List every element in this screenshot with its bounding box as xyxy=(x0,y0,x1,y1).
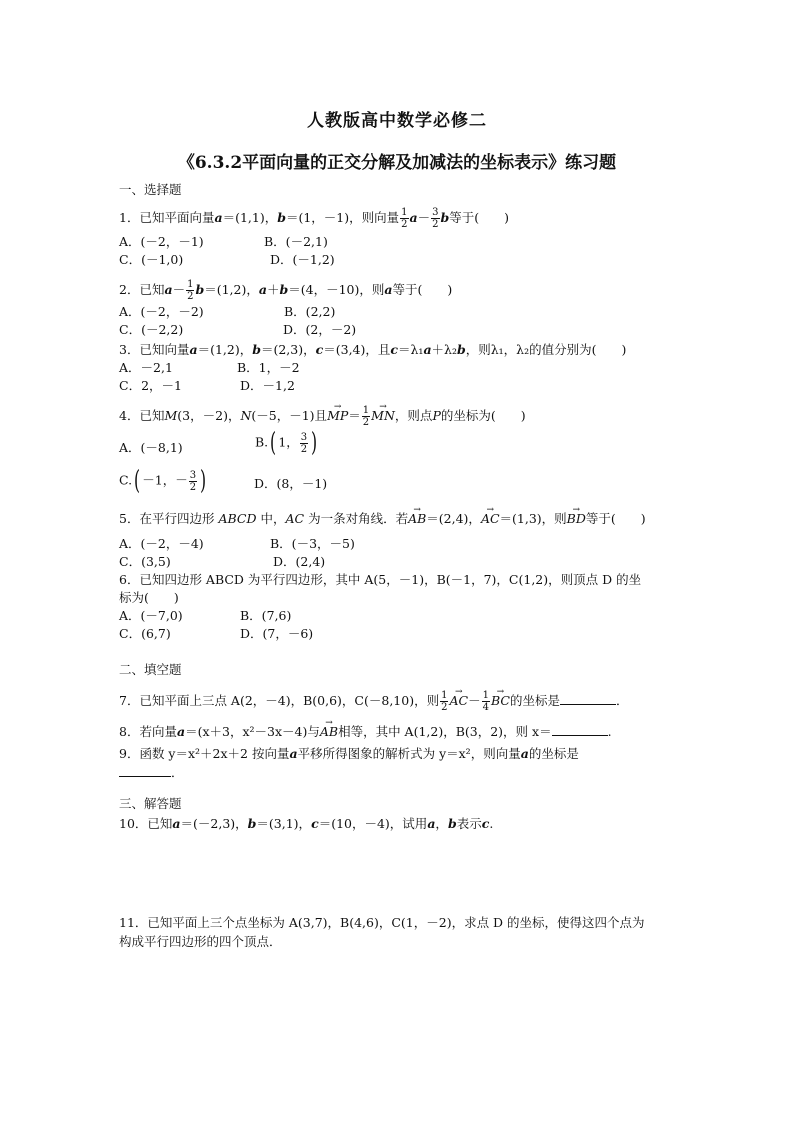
vector-ab: → AB xyxy=(320,724,338,740)
question-number: 6． xyxy=(119,572,140,587)
punctuation: . xyxy=(489,816,494,831)
numerator: 3 xyxy=(300,431,308,443)
denominator: 2 xyxy=(300,443,308,455)
question-number: 2． xyxy=(119,282,140,297)
vector-b: b xyxy=(456,342,466,357)
question-text: 已知平面上三点 A(2，－4)，B(0,6)，C(－8,10)，则 xyxy=(139,693,440,708)
denominator: 2 xyxy=(189,481,197,493)
vector-a: a xyxy=(164,282,173,297)
question-6-continued: 标为( ) xyxy=(119,590,179,605)
option-b[interactable] xyxy=(255,430,319,456)
denominator: 2 xyxy=(441,702,448,713)
option-d[interactable]: D．(2,4) xyxy=(273,554,326,569)
option-c[interactable]: C．(3,5) xyxy=(119,554,171,569)
question-9-continued xyxy=(119,764,184,781)
question-text: ＝(3,4)，且 xyxy=(323,342,391,357)
question-number: 7． xyxy=(119,693,140,708)
vector-a: a xyxy=(384,282,393,297)
question-text: 相等，其中 A(1,2)，B(3，2)，则 x＝ xyxy=(338,724,552,739)
vector-a: a xyxy=(423,342,432,357)
right-paren: ) xyxy=(200,466,207,496)
question-11-continued: 构成平行四边形的四个顶点． xyxy=(119,934,282,949)
numerator: 1 xyxy=(187,279,194,290)
left-paren: ( xyxy=(134,466,141,496)
question-text: ＝(3,1)， xyxy=(256,816,312,831)
section-heading-choice: 一、选择题 xyxy=(119,182,182,197)
numerator: 1 xyxy=(401,207,408,218)
answer-blank[interactable] xyxy=(552,723,608,736)
fraction-half xyxy=(440,690,448,713)
numerator: 1 xyxy=(482,690,489,701)
point-n: N xyxy=(240,408,252,423)
question-text: 已知向量 xyxy=(139,342,190,357)
question-text: 表示 xyxy=(456,816,482,831)
question-2 xyxy=(119,279,452,302)
option-a[interactable]: A．(－2，－2) xyxy=(119,304,204,319)
denominator: 2 xyxy=(432,219,439,230)
vector-a: a xyxy=(409,210,418,225)
option-d[interactable]: D．(－1,2) xyxy=(270,252,335,267)
denominator: 4 xyxy=(482,702,489,713)
fraction-three-halves xyxy=(189,470,197,493)
section-heading-fill: 二、填空题 xyxy=(119,662,182,677)
question-text: 已知四边形 ABCD 为平行四边形，其中 A(5，－1)，B(－1，7)，C(1,2)，则顶点 D 的坐 xyxy=(139,572,642,587)
vector-b: b xyxy=(277,210,286,225)
question-3 xyxy=(119,342,626,358)
option-d[interactable]: D．－1,2 xyxy=(240,378,295,393)
option-c[interactable] xyxy=(119,468,208,494)
vector-a: a xyxy=(289,746,298,761)
right-paren: ) xyxy=(311,428,318,458)
punctuation: ． xyxy=(615,693,629,708)
segment-ac: AC xyxy=(285,511,305,526)
option-b[interactable]: B．(2,2) xyxy=(284,304,336,319)
question-number: 5． xyxy=(119,511,140,526)
minus-sign: － xyxy=(468,693,481,708)
question-number: 10． xyxy=(119,816,148,831)
vector-mp: → MP xyxy=(327,408,348,424)
fraction-three-halves xyxy=(431,207,439,230)
question-text: 已知 xyxy=(139,282,165,297)
question-text: ＝(4，－10)，则 xyxy=(288,282,385,297)
question-text: ＝λ₁ xyxy=(398,342,424,357)
question-text: ＝(1，－1)，则向量 xyxy=(285,210,400,225)
option-a[interactable]: A．(－8,1) xyxy=(119,440,183,455)
question-text: (－5，－1)且 xyxy=(251,408,328,423)
denominator: 2 xyxy=(362,417,370,428)
question-text: 的坐标是 xyxy=(509,693,560,708)
question-text: ， xyxy=(435,816,448,831)
equals-sign: ＝ xyxy=(348,408,361,423)
question-text: ＝(1,1)， xyxy=(222,210,278,225)
denominator: 2 xyxy=(401,219,408,230)
question-text: ＝(2,3)， xyxy=(260,342,316,357)
vector-b: b xyxy=(279,282,289,297)
option-label: C. xyxy=(119,472,133,488)
question-text: 在平行四边形 xyxy=(139,511,215,526)
question-text: 中， xyxy=(260,511,286,526)
vector-b: b xyxy=(252,342,261,357)
option-b[interactable]: B．(－3，－5) xyxy=(270,536,355,551)
question-number: 4． xyxy=(119,408,140,423)
option-c[interactable]: C．(－1,0) xyxy=(119,252,184,267)
question-text: 为一条对角线．若 xyxy=(308,511,409,526)
question-text: 若向量 xyxy=(139,724,177,739)
question-1 xyxy=(119,207,509,230)
fraction-three-halves xyxy=(300,432,308,455)
question-text: ＋λ₂ xyxy=(431,342,457,357)
question-9 xyxy=(119,746,579,762)
point-m: M xyxy=(164,408,178,423)
answer-blank[interactable] xyxy=(560,692,616,705)
option-b[interactable]: B．(7,6) xyxy=(240,608,292,623)
question-text: ＝(10，－4)，试用 xyxy=(318,816,428,831)
option-d[interactable]: D．(8，－1) xyxy=(254,476,328,491)
option-a[interactable]: A．－2,1 xyxy=(119,360,173,375)
question-text: (3，－2)， xyxy=(177,408,241,423)
vector-a: a xyxy=(189,342,198,357)
vector-a: a xyxy=(520,746,529,761)
question-text: 已知平面上三个点坐标为 A(3,7)，B(4,6)，C(1，－2)，求点 D 的坐标，使得这四个点为 xyxy=(147,915,645,930)
option-a[interactable]: A．(－2，－4) xyxy=(119,536,204,551)
minus-sign: － xyxy=(172,282,186,297)
option-a[interactable]: A．(－7,0) xyxy=(119,608,183,623)
question-text: ＝(－2,3)， xyxy=(180,816,248,831)
question-text: ，则λ₁，λ₂的值分别为( ) xyxy=(465,342,627,357)
answer-blank[interactable] xyxy=(119,764,171,777)
question-number: 8． xyxy=(119,724,140,739)
vector-bd: → BD xyxy=(567,511,586,527)
vector-b: b xyxy=(195,282,205,297)
question-11 xyxy=(119,915,645,931)
option-d[interactable]: D．(7，－6) xyxy=(240,626,314,641)
fraction-half xyxy=(362,405,370,428)
vector-c: c xyxy=(315,342,324,357)
question-text: 已知 xyxy=(147,816,173,831)
vector-a: a xyxy=(258,282,267,297)
option-c[interactable]: C．(－2,2) xyxy=(119,322,184,337)
vector-c: c xyxy=(481,816,490,831)
numerator: 1 xyxy=(362,405,370,416)
option-label: B. xyxy=(255,434,269,450)
question-text: 的坐标为( ) xyxy=(440,408,526,423)
vector-a: a xyxy=(172,816,181,831)
vector-bc: → BC xyxy=(491,693,510,709)
numerator: 1 xyxy=(441,690,448,701)
section-heading-solve: 三、解答题 xyxy=(119,796,182,811)
option-d[interactable]: D．(2，－2) xyxy=(283,322,357,337)
vector-b: b xyxy=(440,210,450,225)
numerator: 3 xyxy=(432,207,439,218)
question-6 xyxy=(119,572,641,588)
option-b[interactable]: B．1，－2 xyxy=(237,360,300,375)
punctuation: . xyxy=(607,724,612,739)
option-c[interactable]: C．2，－1 xyxy=(119,378,182,393)
vector-c: c xyxy=(390,342,398,357)
plus-sign: ＋ xyxy=(266,282,280,297)
left-paren: ( xyxy=(270,428,277,458)
vector-ac: → AC xyxy=(481,511,500,527)
vector-a: a xyxy=(214,210,223,225)
vector-a: a xyxy=(427,816,436,831)
question-5 xyxy=(119,511,646,527)
question-8 xyxy=(119,723,612,740)
question-text: 已知平面向量 xyxy=(139,210,215,225)
question-text: 等于( ) xyxy=(392,282,453,297)
option-text: －1，－ xyxy=(142,472,188,488)
point-p: P xyxy=(432,408,441,423)
vector-c: c xyxy=(311,816,319,831)
question-text: 平移所得图象的解析式为 y＝x²，则向量 xyxy=(297,746,521,761)
vector-b: b xyxy=(247,816,257,831)
question-text: ＝(x＋3，x²－3x－4)与 xyxy=(185,724,320,739)
question-number: 3． xyxy=(119,342,140,357)
question-text: 等于( ) xyxy=(449,210,510,225)
question-10 xyxy=(119,816,493,832)
document-title: 人教版高中数学必修二 xyxy=(307,111,487,131)
numerator: 3 xyxy=(189,469,197,481)
question-text: ，则点 xyxy=(394,408,433,423)
question-number: 1． xyxy=(119,210,140,225)
denominator: 2 xyxy=(187,291,194,302)
question-text: ＝(1,3)，则 xyxy=(499,511,567,526)
question-text: 等于( ) xyxy=(585,511,646,526)
fraction-half xyxy=(186,279,194,302)
option-a[interactable]: A．(－2，－1) xyxy=(119,234,204,249)
fraction-quarter xyxy=(482,690,490,713)
question-text: 已知 xyxy=(139,408,165,423)
fraction-half xyxy=(400,207,408,230)
question-text: ＝(1,2)， xyxy=(204,282,259,297)
minus-sign: － xyxy=(417,210,431,225)
question-4 xyxy=(119,405,526,428)
vector-ac: → AC xyxy=(449,693,468,709)
question-7 xyxy=(119,690,628,713)
question-text: ＝(1,2)， xyxy=(197,342,253,357)
vector-a: a xyxy=(176,724,186,739)
question-text: ＝(2,4)， xyxy=(426,511,481,526)
vector-ab: → AB xyxy=(408,511,426,527)
question-text: 函数 y＝x²＋2x＋2 按向量 xyxy=(139,746,290,761)
option-text: 1， xyxy=(278,434,299,450)
option-b[interactable]: B．(－2,1) xyxy=(264,234,328,249)
vector-mn: → MN xyxy=(371,408,395,424)
question-number: 9． xyxy=(119,746,140,761)
question-number: 11． xyxy=(119,915,148,930)
document-subtitle: 《6.3.2平面向量的正交分解及加减法的坐标表示》练习题 xyxy=(177,153,617,173)
punctuation: ． xyxy=(171,765,184,780)
shape-abcd: ABCD xyxy=(218,511,257,526)
question-text: 的坐标是 xyxy=(528,746,579,761)
vector-b: b xyxy=(447,816,457,831)
option-c[interactable]: C．(6,7) xyxy=(119,626,171,641)
